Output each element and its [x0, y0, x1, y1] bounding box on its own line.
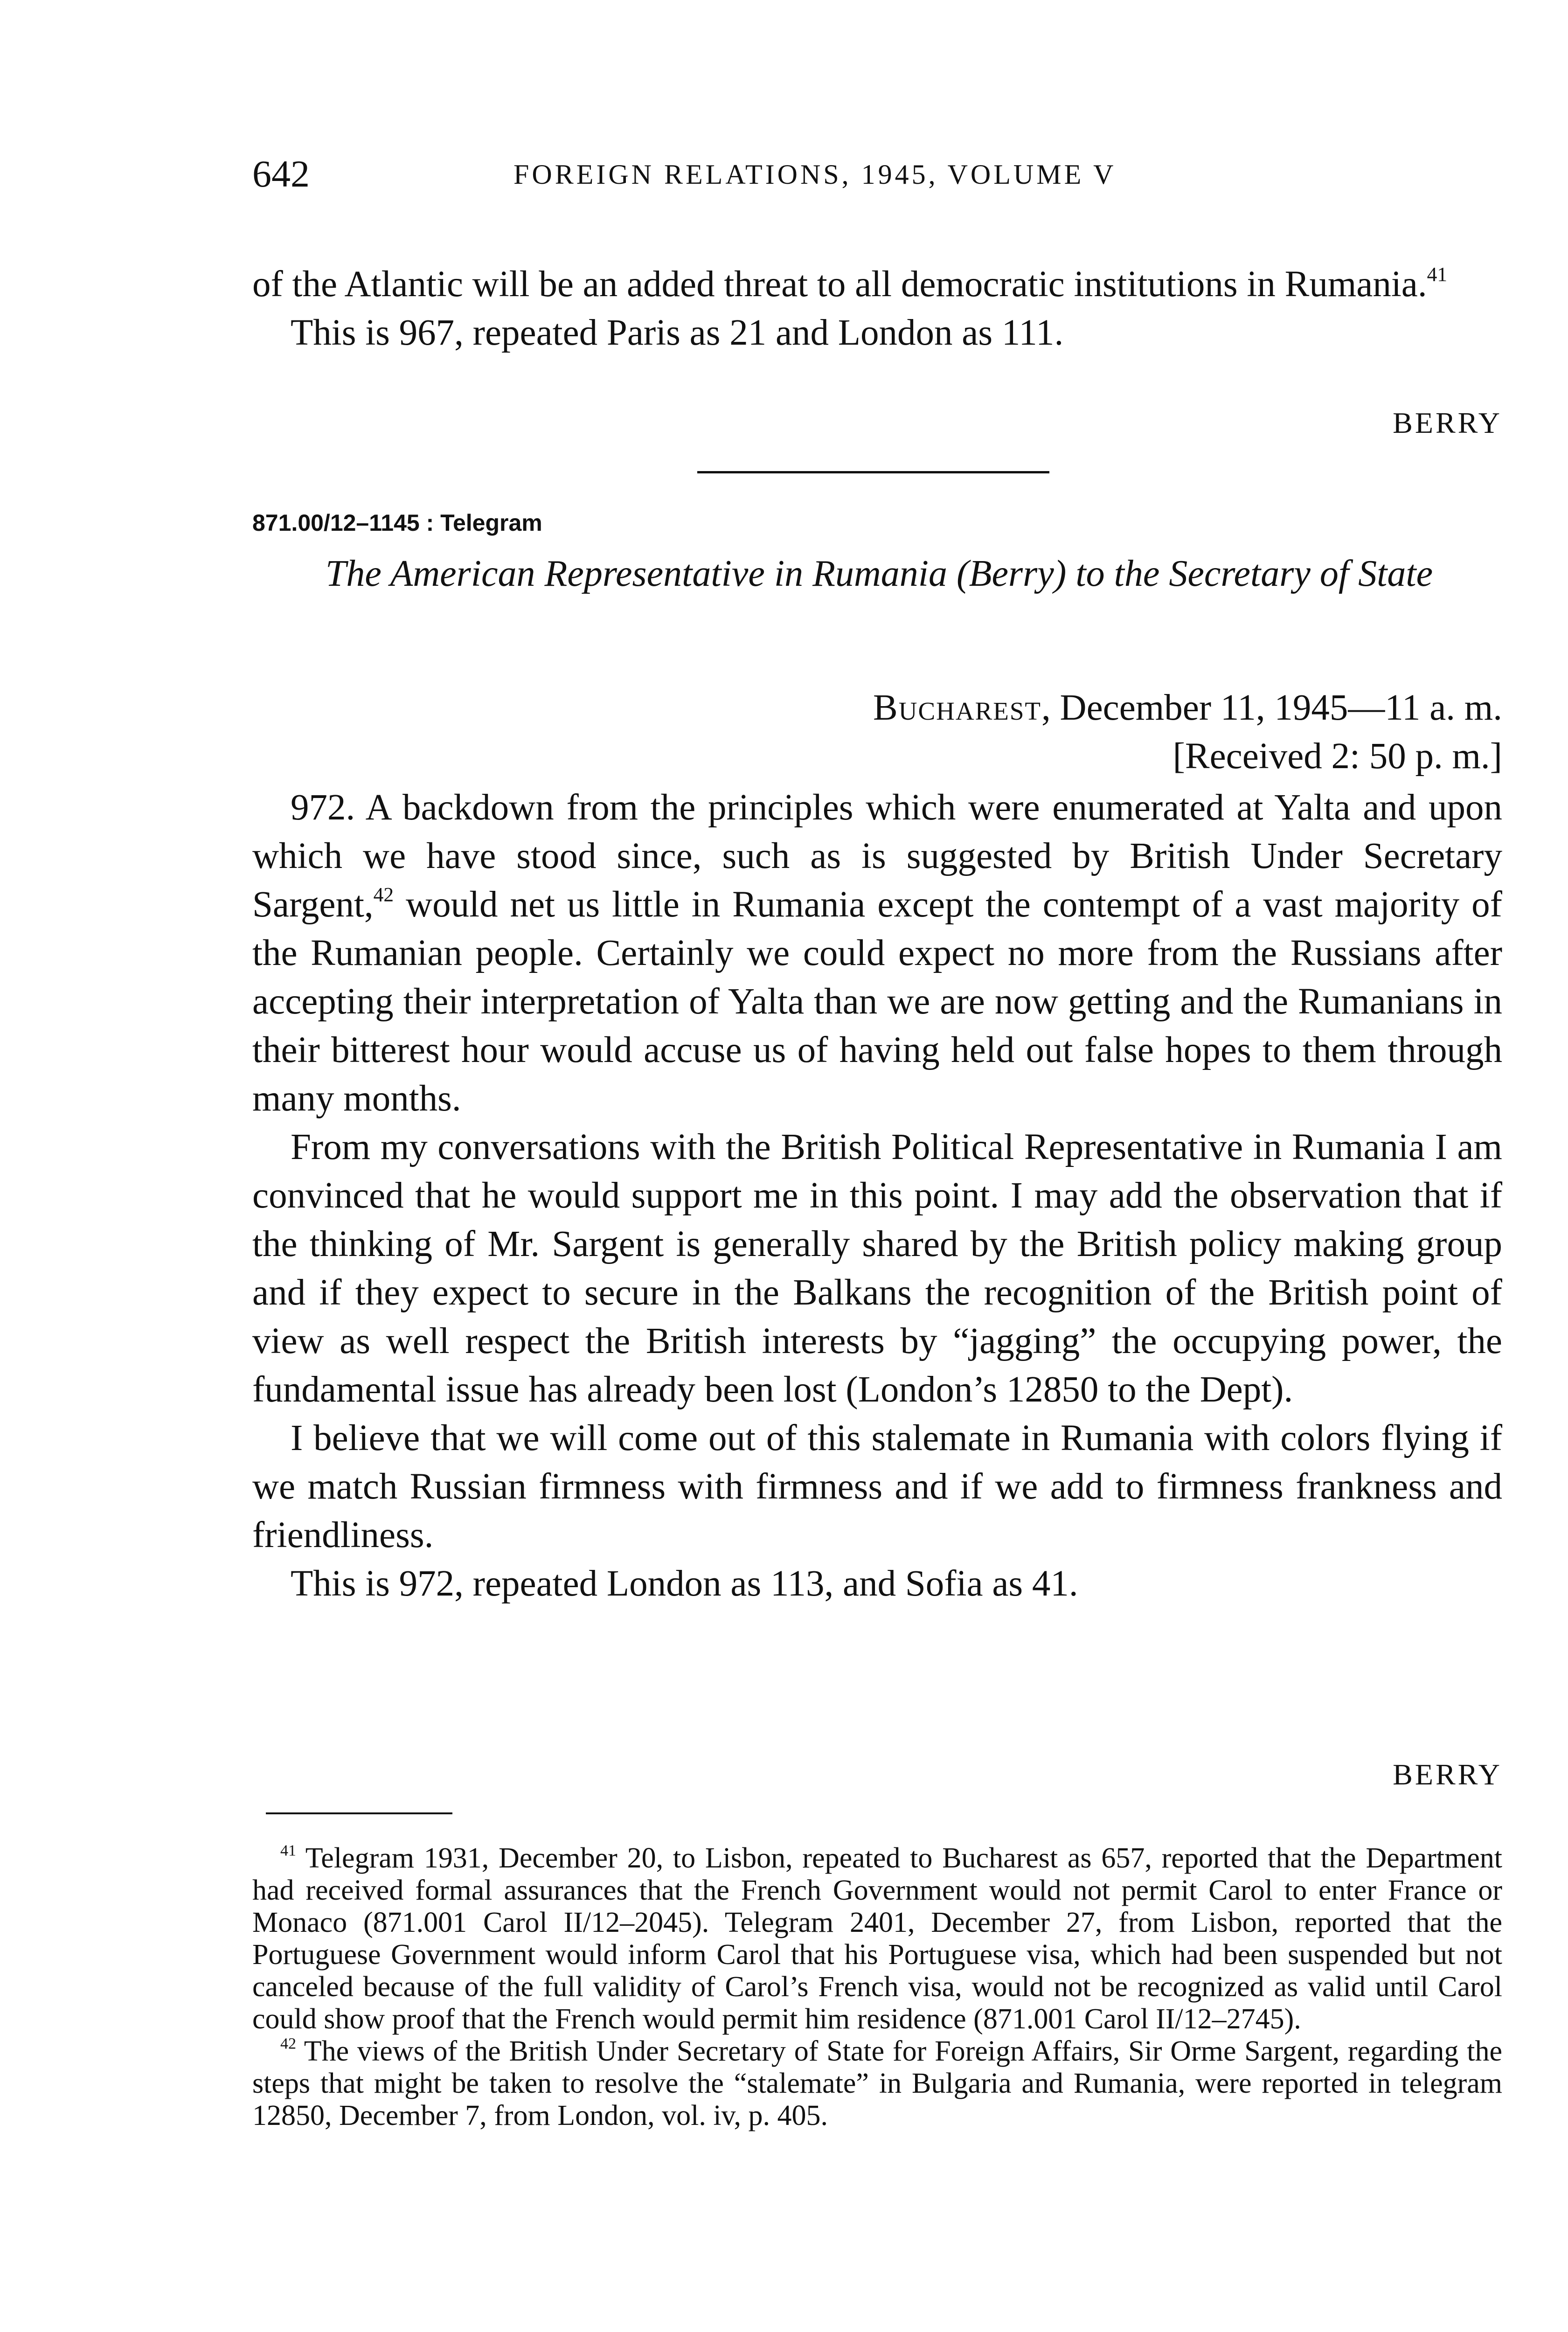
- received-line: [Received 2: 50 p. m.]: [1173, 736, 1502, 777]
- section-separator-rule: [697, 471, 1049, 473]
- paragraph-2: From my conversations with the British Political Representative in Rumania I am convinced that he would support me in this point. I may add the observation that if the thinking of Mr. Sargent is generally shared by the British policy making group and if they expect to secure in the Balkans the recognition of the British point of view as well respect the British interests by “jagging” the occupying power, the fundamental issue has already been lost (London’s 12850 to the Dept).: [252, 1127, 1502, 1410]
- footnote-41: [252, 1842, 1502, 2035]
- dateline: [252, 684, 1502, 732]
- dateline-block: [252, 684, 1502, 781]
- paragraph-3: I believe that we will come out of this stalemate in Rumania with colors flying if we match Russian firmness with firmness and if we add to firmness frankness and friendliness.: [252, 1418, 1502, 1555]
- signature-block: [252, 1754, 1502, 1796]
- file-reference-block: [252, 507, 1502, 539]
- footnote-number-42: 42: [280, 2035, 297, 2053]
- footnote-rule: [266, 1812, 452, 1814]
- continuation-closing-line: This is 967, repeated Paris as 21 and London as 111.: [291, 312, 1064, 353]
- paragraph-1: 972. A backdown from the principles which were enumerated at Yalta and upon which we have stood since, such as is suggested by British Under Secretary Sargent,$^{42}$ would net us little in Rumania except the contempt of a vast majority of the Rumanian people. Certainly we could expect no more from the Russians after accepting their interpretation of Yalta than we are now getting and the Rumanians in their bitterest hour would accuse us of having held out false hopes to them through many months.: [252, 787, 1502, 1119]
- continuation-paragraph: of the Atlantic will be an added threat to all democratic institutions in Rumania.$^{41}$: [252, 263, 1448, 305]
- footnotes: [252, 1842, 1502, 2132]
- footnote-reference-41: 41: [1427, 263, 1448, 286]
- footnote-text: The views of the British Under Secretary of State for Foreign Affairs, Sir Orme Sargent, regarding the steps that might be taken to resolve the “stalemate” in Bulgaria and Rumania, were reported in telegram 12850, December 7, from London, vol. iv, p. 405.: [252, 2035, 1502, 2131]
- telegram-body: [252, 784, 1502, 1608]
- dateline-place: Bucharest: [873, 687, 1042, 728]
- page-number: 642: [252, 153, 310, 195]
- footnote-reference-42: 42: [373, 883, 394, 906]
- closing-line: This is 972, repeated London as 113, and Sofia as 41.: [291, 1563, 1078, 1604]
- footnote-number-41: 41: [280, 1842, 297, 1860]
- continuation-signature-block: [252, 402, 1502, 444]
- signature-berry: BERRY: [1393, 406, 1502, 439]
- running-header: [252, 148, 1502, 200]
- signature-berry: BERRY: [1393, 1758, 1502, 1791]
- footnote-42: [252, 2035, 1502, 2132]
- footnote-text: Telegram 1931, December 20, to Lisbon, repeated to Bucharest as 657, reported that the Department had received formal assurances that the French Government would not permit Carol to enter France or Monaco (871.001 Carol II/12–2045). Telegram 2401, December 27, from Lisbon, reported that the Portuguese Government would inform Carol that his Portuguese visa, which had been suspended but not canceled because of the full validity of Carol’s French visa, would not be recognized as valid until Carol could show proof that the French would permit him residence (871.001 Carol II/12–2745).: [252, 1842, 1502, 2035]
- file-reference: 871.00/12–1145 : Telegram: [252, 510, 542, 536]
- dateline-date: , December 11, 1945—11 a. m.: [1041, 687, 1502, 728]
- document-title: The American Representative in Rumania (Berry) to the Secretary of State: [325, 553, 1433, 594]
- previous-document-continuation: [252, 260, 1502, 357]
- document-title-block: [261, 549, 1497, 598]
- running-title: FOREIGN RELATIONS, 1945, VOLUME V: [513, 159, 1117, 190]
